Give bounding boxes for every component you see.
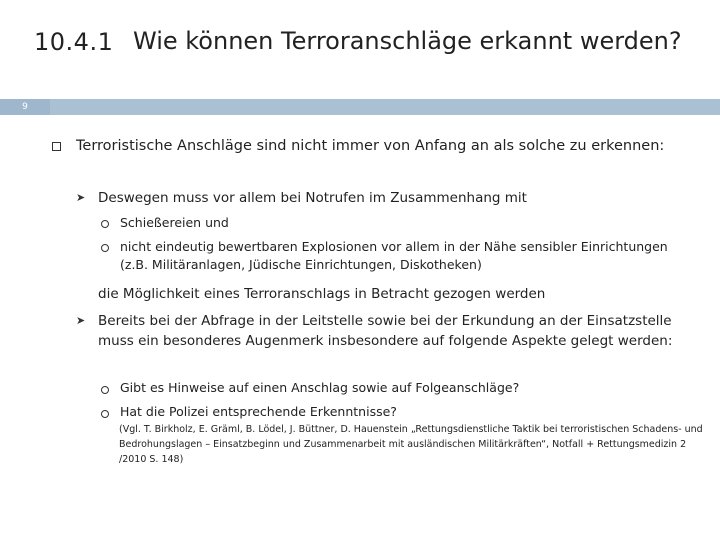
arrow-bullet-icon: ➤ (76, 314, 86, 327)
header-band-right (50, 99, 720, 115)
circle-bullet-icon (101, 410, 109, 418)
arrow-bullet-icon: ➤ (76, 191, 86, 204)
point-2-subitem-1: Gibt es Hinweise auf einen Anschlag sowie auf Folgeanschläge? (120, 380, 520, 395)
citation: (Vgl. T. Birkholz, E. Gräml, B. Lödel, J. Büttner, D. Hauenstein „Rettungsdienstliche Taktik bei terroristischen Schadens- und Bedrohungslagen – Einsatzbeginn und Zusammenarbeit mit ausländischen Militärkräften“, Notfall + Rettungsmedizin 2 /2010 S. 148) (119, 424, 703, 465)
point-2-text: Bereits bei der Abfrage in der Leitstelle sowie bei der Erkundung an der Einsatzstelle muss ein besonderes Augenmerk insbesondere auf folgende Aspekte gelegt werden: (98, 313, 673, 349)
square-bullet-icon (52, 142, 61, 151)
point-2-subitem-2: Hat die Polizei entsprechende Erkenntnisse? (120, 404, 397, 419)
point-1-subitem-2: nicht eindeutig bewertbaren Explosionen vor allem in der Nähe sensibler Einrichtungen (z.B. Militäranlagen, Jüdische Einrichtungen, Diskotheken) (120, 239, 668, 272)
circle-bullet-icon (101, 386, 109, 394)
section-number: 10.4.1 (34, 28, 114, 56)
circle-bullet-icon (101, 244, 109, 252)
page-number: 9 (22, 102, 28, 112)
page-title: Wie können Terroranschläge erkannt werden? (133, 27, 682, 55)
lead-text: Terroristische Anschläge sind nicht immer von Anfang an als solche zu erkennen: (76, 138, 665, 154)
point-1-text: Deswegen muss vor allem bei Notrufen im Zusammenhang mit (98, 190, 527, 206)
point-1-continuation: die Möglichkeit eines Terroranschlags in Betracht gezogen werden (98, 286, 546, 302)
circle-bullet-icon (101, 220, 109, 228)
point-1-subitem-1: Schießereien und (120, 215, 229, 230)
